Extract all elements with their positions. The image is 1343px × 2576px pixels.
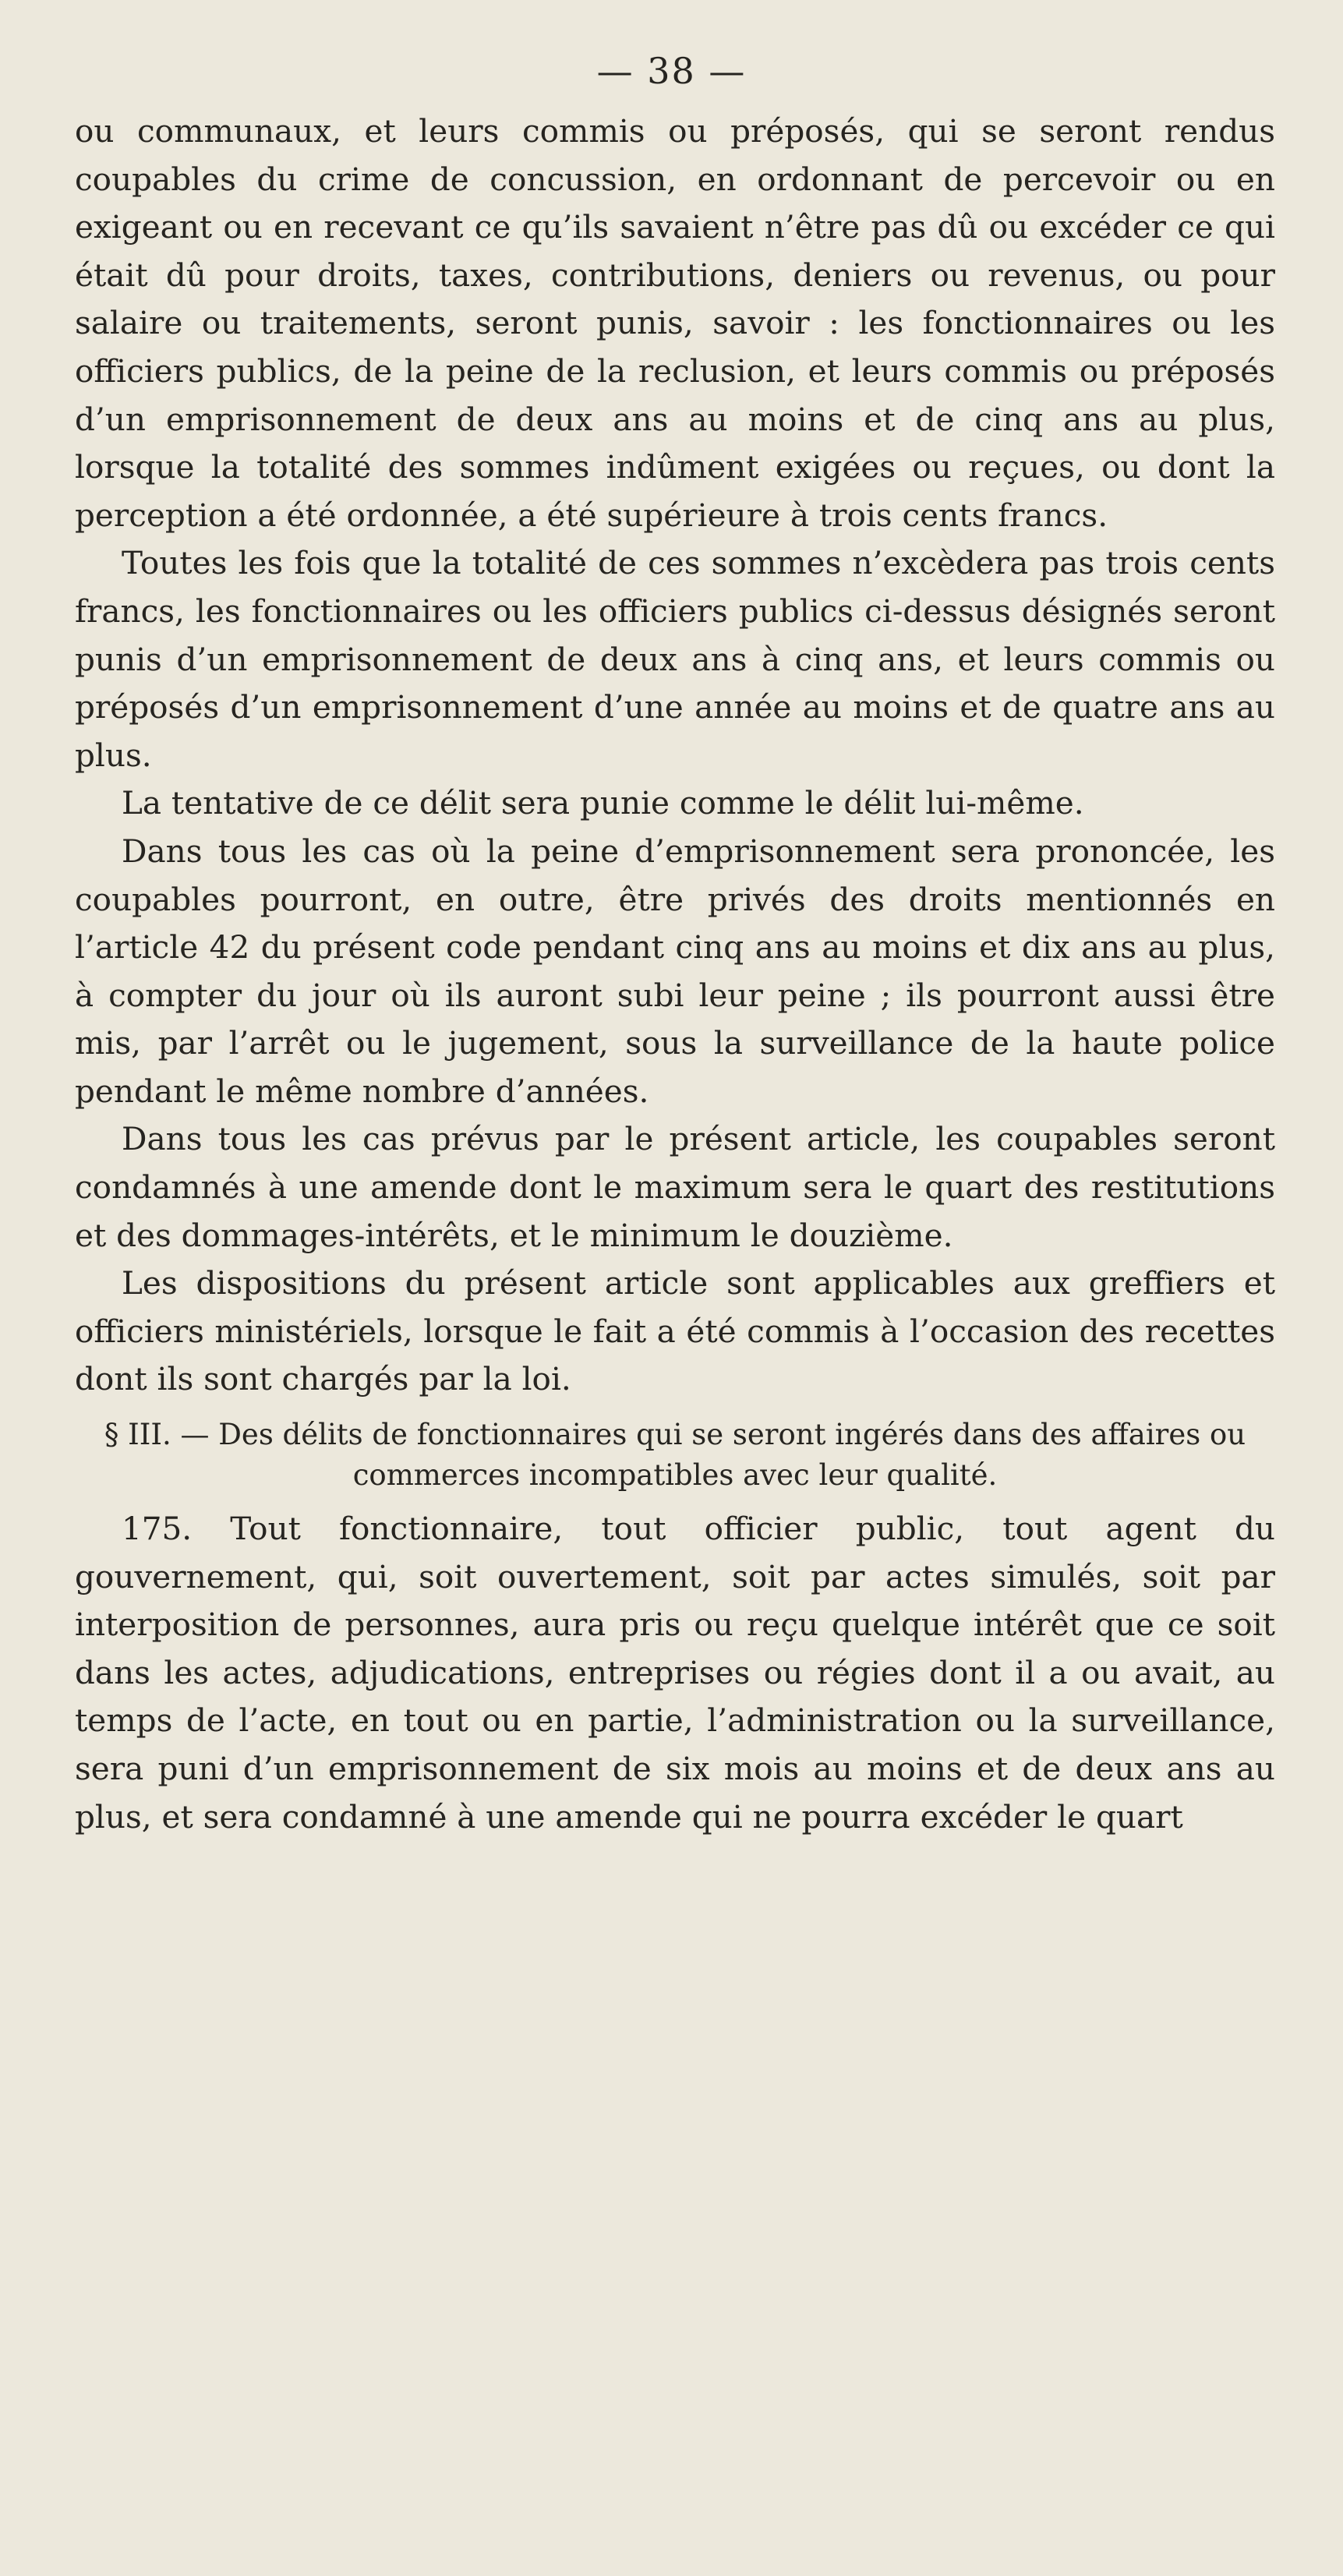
paragraph: Toutes les fois que la totalité de ces sommes n’excèdera pas trois cents francs, les fonctionnaires ou les officiers publics ci-dessus désignés seront punis d’un emprisonnement de deux ans à cinq ans, et leurs commis ou préposés d’un emprisonnement d’une année au moins et de quatre ans au plus. xyxy=(75,544,1275,774)
section-heading: § III. — Des délits de fonctionnaires qui se seront ingérés dans des affaires ou commerces incompatibles avec leur qualité. xyxy=(104,1418,1246,1493)
paragraph-continued: ou communaux, et leurs commis ou préposés, qui se seront rendus coupables du crime de concussion, en ordonnant de percevoir ou en exigeant ou en recevant ce qu’ils savaient n’être pas dû ou excéder ce qui était dû pour droits, taxes, contributions, deniers ou revenus, ou pour salaire ou traitements, seront punis, savoir : les fonctionnaires ou les officiers publics, de la peine de la reclusion, et leurs commis ou préposés d’un emprisonnement de deux ans au moins et de cinq ans au plus, lorsque la totalité des sommes indûment exigées ou reçues, ou dont la perception a été ordonnée, a été supérieure à trois cents francs. xyxy=(75,112,1275,534)
paragraph: Les dispositions du présent article sont applicables aux greffiers et officiers ministériels, lorsque le fait a été commis à l’occasion des recettes dont ils sont chargés par la loi. xyxy=(75,1264,1275,1398)
page-body xyxy=(75,108,1275,1841)
page-number: — 38 — xyxy=(596,50,747,92)
paragraph: Dans tous les cas prévus par le présent article, les coupables seront condamnés à une amende dont le maximum sera le quart des restitutions et des dommages-intérêts, et le minimum le douzième. xyxy=(75,1120,1275,1254)
paragraph: Dans tous les cas où la peine d’emprisonnement sera prononcée, les coupables pourront, en outre, être privés des droits mentionnés en l’article 42 du présent code pendant cinq ans au moins et dix ans au plus, à compter du jour où ils auront subi leur peine ; ils pourront aussi être mis, par l’arrêt ou le jugement, sous la surveillance de la haute police pendant le même nombre d’années. xyxy=(75,832,1275,1110)
paragraph: La tentative de ce délit sera punie comme le délit lui-même. xyxy=(122,784,1084,822)
article-paragraph: 175. Tout fonctionnaire, tout officier public, tout agent du gouvernement, qui, soit ouvertement, soit par actes simulés, soit par interposition de personnes, aura pris ou reçu quelque intérêt que ce soit dans les actes, adjudications, entreprises ou régies dont il a ou avait, au temps de l’acte, en tout ou en partie, l’administration ou la surveillance, sera puni d’un emprisonnement de six mois au moins et de deux ans au plus, et sera condamné à une amende qui ne pourra excéder le quart xyxy=(75,1510,1275,1836)
